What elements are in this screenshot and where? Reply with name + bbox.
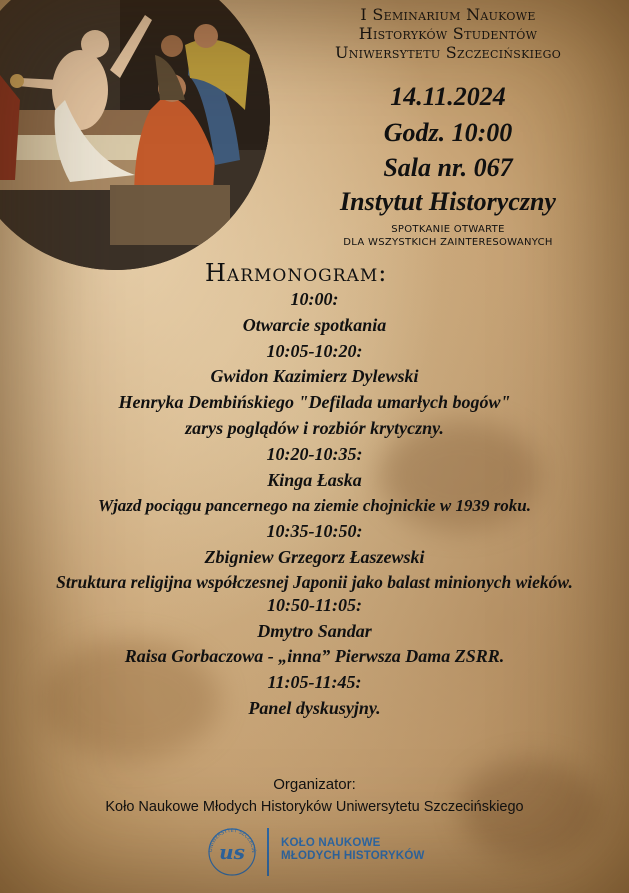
club-logo-text xyxy=(281,837,425,863)
logo-divider xyxy=(267,828,269,876)
schedule-talk-title: Henryka Dembińskiego "Defilada umarłych bogów" xyxy=(118,392,511,413)
schedule-speaker: Gwidon Kazimierz Dylewski xyxy=(210,366,419,387)
schedule-speaker: Kinga Łaska xyxy=(267,469,362,490)
schedule-speaker: Dmytro Sandar xyxy=(257,620,372,641)
event-date: 14.11.2024 xyxy=(390,82,506,111)
club-logo-line: KOŁO NAUKOWE xyxy=(281,837,381,849)
open-note-line: DLA WSZYSTKICH ZAINTERESOWANYCH xyxy=(343,237,553,248)
schedule-time: 10:35-10:50: xyxy=(266,521,363,542)
schedule-talk-title: Raisa Gorbaczowa - „inna” Pierwsza Dama ZSRR. xyxy=(124,646,505,667)
schedule-talk-title: zarys poglądów i rozbiór krytyczny. xyxy=(185,417,444,438)
schedule-item: Otwarcie spotkania xyxy=(242,314,387,335)
schedule-talk-title: Wjazd pociągu pancernego na ziemie chojnickie w 1939 roku. xyxy=(97,496,532,516)
schedule-time: 10:05-10:20: xyxy=(266,340,363,361)
event-room: Sala nr. 067 xyxy=(383,153,513,182)
open-note-line: SPOTKANIE OTWARTE xyxy=(391,224,505,235)
schedule-speaker: Zbigniew Grzegorz Łaszewski xyxy=(204,546,425,567)
schedule-time: 11:05-11:45: xyxy=(267,672,362,693)
university-logo xyxy=(200,826,264,878)
event-institute: Instytut Historyczny xyxy=(340,187,556,216)
organizer-label: Organizator: xyxy=(273,776,356,793)
schedule-title: Harmonogram: xyxy=(205,259,388,287)
schedule-time: 10:20-10:35: xyxy=(266,443,363,464)
open-meeting-note xyxy=(268,223,628,249)
socrates-painting xyxy=(0,0,270,270)
event-time: Godz. 10:00 xyxy=(383,118,513,147)
schedule-talk-title: Struktura religijna współczesnej Japonii jako balast minionych wieków. xyxy=(56,571,573,592)
schedule-time: 10:00: xyxy=(290,289,339,309)
seminar-title-line: Uniwersytetu Szczecińskiego xyxy=(334,43,562,62)
schedule-time: 10:50-11:05: xyxy=(267,594,362,615)
organizer-name: Koło Naukowe Młodych Historyków Uniwersytetu Szczecińskiego xyxy=(105,799,524,815)
university-logo-initials: us xyxy=(219,840,245,864)
schedule-item: Panel dyskusyjny. xyxy=(248,697,381,718)
club-logo-line: MŁODYCH HISTORYKÓW xyxy=(281,850,425,862)
university-logo-ring: UNIWERSYTET SZCZECIŃ xyxy=(207,827,257,853)
seminar-title-line: I Seminarium Naukowe xyxy=(360,5,536,24)
seminar-title xyxy=(268,5,628,62)
painting-illustration xyxy=(0,0,270,270)
schedule-list xyxy=(0,287,629,722)
seminar-title-line: Historyków Studentów xyxy=(358,24,538,43)
